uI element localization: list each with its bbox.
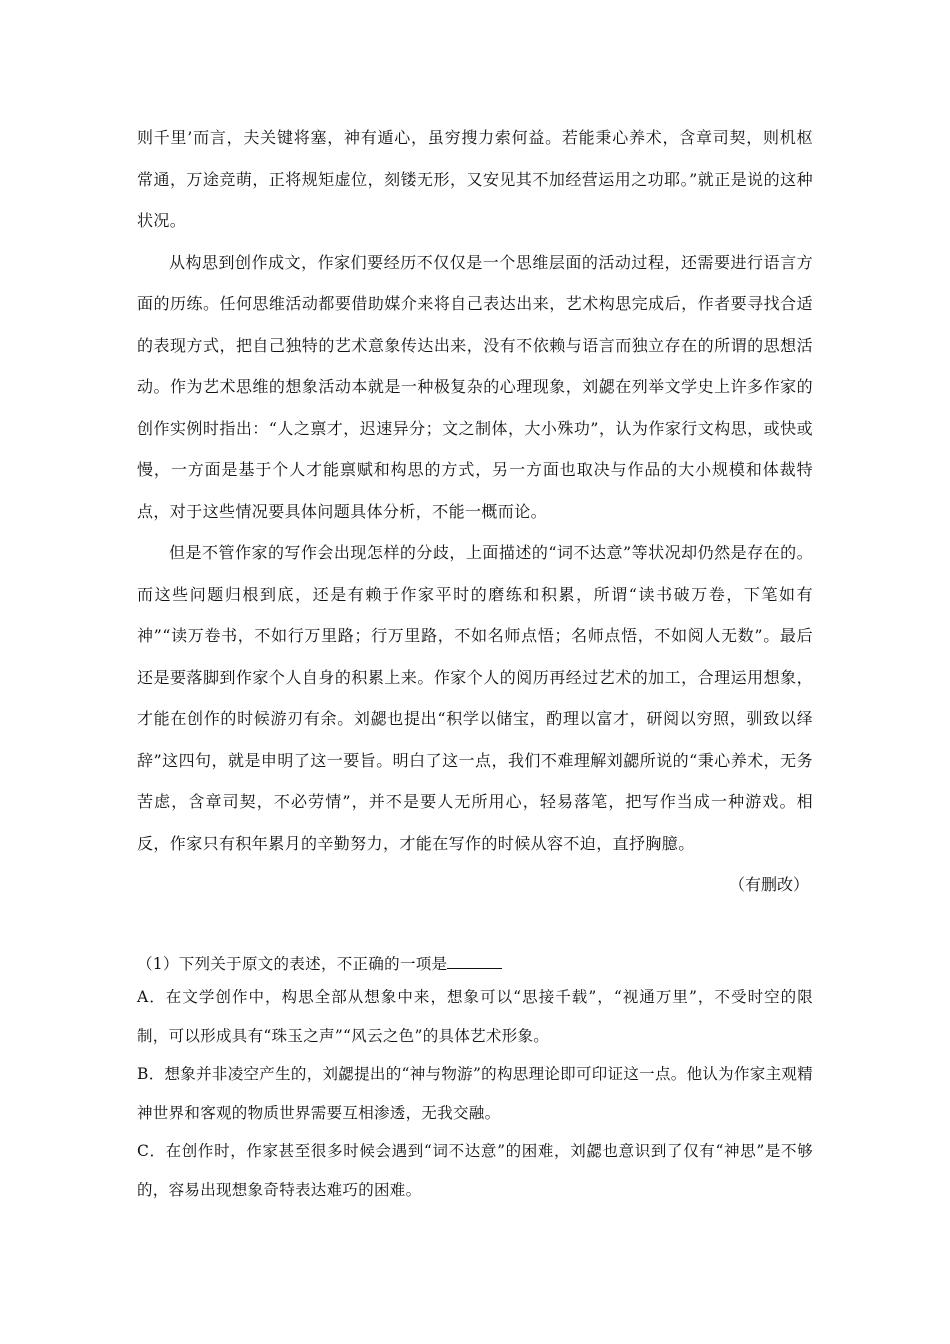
passage <box>137 117 813 906</box>
question-stem-text: （1）下列关于原文的表述，不正确的一项是 <box>137 955 448 973</box>
question-block <box>137 950 813 1209</box>
option-a[interactable]: A．在文学创作中，构思全部从想象中来，想象可以“思接千载”，“视通万里”，不受时空的限制，可以形成具有“珠玉之声”“风云之色”的具体艺术形象。 <box>137 988 813 1045</box>
option-c[interactable]: C．在创作时，作家甚至很多时候会遇到“词不达意”的困难，刘勰也意识到了仅有“神思”是不够的，容易出现想象奇特表达难巧的困难。 <box>137 1142 813 1199</box>
option-b[interactable]: B．想象并非凌空产生的，刘勰提出的“神与物游”的构思理论即可印证这一点。他认为作家主观精神世界和客观的物质世界需要互相渗透，无我交融。 <box>137 1065 813 1122</box>
source-note: （有删改） <box>728 875 809 894</box>
passage-paragraph-3: 但是不管作家的写作会出现怎样的分歧，上面描述的“词不达意”等状况却仍然是存在的。而这些问题归根到底，还是有赖于作家平时的磨练和积累，所谓“读书破万卷，下笔如有神”“读万卷书，不如行万里路；行万里路，不如名师点悟；名师点悟，不如阅人无数”。最后还是要落脚到作家个人自身的积累上来。作家个人的阅历再经过艺术的加工，合理运用想象，才能在创作的时候游刃有余。刘勰也提出“积学以储宝，酌理以富才，研阅以穷照，驯致以绎辞”这四句，就是申明了这一要旨。明白了这一点，我们不难理解刘勰所说的“秉心养术，无务苦虑，含章司契，不必劳情”，并不是要人无所用心，轻易落笔，把写作当成一种游戏。相反，作家只有积年累月的辛勤努力，才能在写作的时候从容不迫，直抒胸臆。 <box>137 543 813 853</box>
question-stem <box>137 950 813 978</box>
passage-paragraph-2: 从构思到创作成文，作家们要经历不仅仅是一个思维层面的活动过程，还需要进行语言方面的历练。任何思维活动都要借助媒介来将自己表达出来，艺术构思完成后，作者要寻找合适的表现方式，把自己独特的艺术意象传达出来，没有不依赖与语言而独立存在的所谓的思想活动。作为艺术思维的想象活动本就是一种极复杂的心理现象，刘勰在列举文学史上许多作家的创作实例时指出：“人之禀才，迟速异分；文之制体，大小殊功”，认为作家行文构思，或快或慢，一方面是基于个人才能禀赋和构思的方式，另一方面也取决与作品的大小规模和体裁特点，对于这些情况要具体问题具体分析，不能一概而论。 <box>137 252 813 521</box>
answer-blank[interactable] <box>447 952 502 969</box>
passage-paragraph-1: 则千里’而言，夫关键将塞，神有遁心，虽穷搜力索何益。若能秉心养术，含章司契，则机枢常通，万途竞萌，正将规矩虚位，刻镂无形，又安见其不加经营运用之功耶。”就正是说的这种状况。 <box>137 128 813 230</box>
